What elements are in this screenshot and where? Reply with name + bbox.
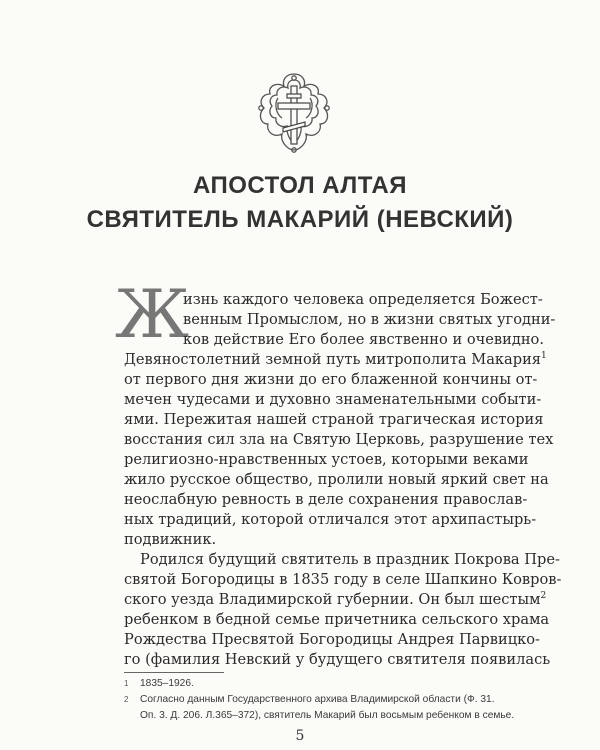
text-line: го (фамилия Невский у будущего святителя появилась <box>124 651 551 668</box>
text-line: ями. Пережитая нашей страной трагическая история <box>124 411 544 428</box>
text-line: Рождества Пресвятой Богородицы Андрея Парвицко- <box>124 631 540 648</box>
drop-cap: Ж <box>115 276 190 353</box>
text-line: мечен чудесами и духовно знаменательными событи- <box>124 391 542 408</box>
footnote-2-line-2: Оп. 3. Д. 206. Л.365–372), святитель Макарий был восьмым ребенком в семье. <box>140 710 515 721</box>
footnote-divider <box>124 672 224 673</box>
text-line: жило русское общество, пролили новый яркий свет на <box>124 471 549 488</box>
footnote-number-2: 2 <box>124 695 129 704</box>
text-line: ных традиций, которой отличался этот архипастырь- <box>124 511 537 528</box>
footnote-ref-2[interactable]: 2 <box>540 591 547 602</box>
text-line: изнь каждого человека определяется Божест- <box>183 291 543 308</box>
orthodox-cross-ornament-icon <box>254 70 334 154</box>
text-line: ков действие Его более явственно и очевидно. <box>183 331 544 348</box>
text-line: подвижник. <box>124 531 217 548</box>
text-line: восстания сил зла на Святую Церковь, разрушение тех <box>124 431 554 448</box>
page-number: 5 <box>295 728 305 744</box>
text-line: ского уезда Владимирской губернии. Он был шестым$^2$ <box>124 591 547 608</box>
text-line: от первого дня жизни до его блаженной кончины от- <box>124 371 538 388</box>
footnote-1: 1835–1926. <box>140 678 194 689</box>
chapter-title-line-1: АПОСТОЛ АЛТАЯ <box>192 172 407 199</box>
footnote-2-line-1: Согласно данным Государственного архива Владимирской области (Ф. 31. <box>140 694 495 705</box>
text-line: Девяностолетний земной путь митрополита Макария$^1$ <box>124 351 547 368</box>
footnote-number-1: 1 <box>124 679 129 688</box>
text-line: ребенком в бедной семье причетника сельского храма <box>124 611 550 628</box>
text-line: религиозно-нравственных устоев, которыми веками <box>124 451 529 468</box>
text-line: неослабную ревность в деле сохранения православ- <box>124 491 528 508</box>
text-line: святой Богородицы в 1835 году в селе Шапкино Ковров- <box>124 571 562 588</box>
chapter-title-line-2: СВЯТИТЕЛЬ МАКАРИЙ (НЕВСКИЙ) <box>86 206 514 233</box>
text-line: Родился будущий святитель в праздник Покрова Пре- <box>140 551 560 568</box>
text-line: венным Промыслом, но в жизни святых угодни- <box>183 311 556 328</box>
footnote-ref-1[interactable]: 1 <box>541 351 547 362</box>
